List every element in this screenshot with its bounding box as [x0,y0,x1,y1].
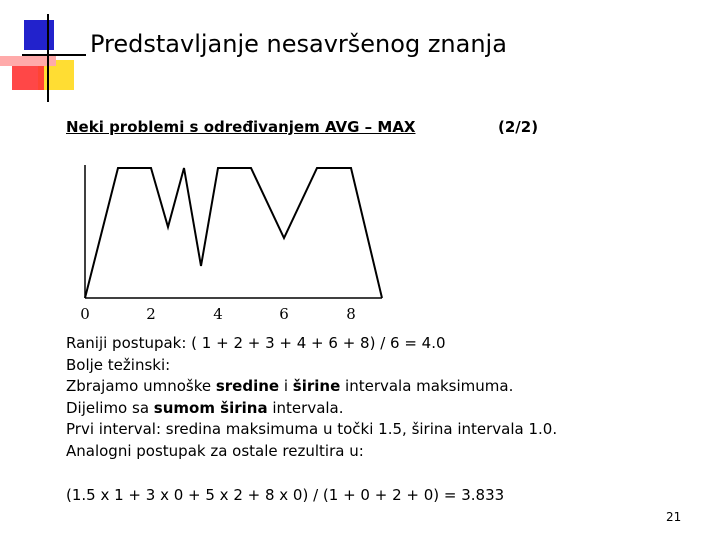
graph-curve [85,168,382,298]
text-segment: intervala. [267,398,344,417]
x-tick-label: 8 [346,305,356,323]
explanation-line: Raniji postupak: ( 1 + 2 + 3 + 4 + 6 + 8) / 6 = 4.0 [66,334,446,352]
text-emphasis: širine [292,377,341,395]
subtitle-part-indicator: (2/2) [498,118,539,136]
explanation-line: Analogni postupak za ostale rezultira u: [66,441,364,460]
x-tick-label: 0 [80,305,90,323]
page-number: 21 [666,510,682,524]
explanation-line [66,398,557,420]
text-segment: Dijelimo sa [66,398,154,417]
text-segment: Zbrajamo umnoške [66,377,216,395]
logo-horizontal-line [22,54,86,56]
x-tick-label: 2 [146,305,156,323]
decorative-logo [0,0,90,105]
text-segment: intervala maksimuma. [340,377,514,395]
text-segment: i [279,377,293,395]
explanation-text [66,333,557,462]
x-tick-label: 4 [213,305,223,323]
explanation-line [66,376,557,398]
text-emphasis: sumom širina [153,398,268,417]
logo-vertical-line [47,14,49,102]
x-tick-label: 6 [279,305,289,323]
result-formula: (1.5 x 1 + 3 x 0 + 5 x 2 + 8 x 0) / (1 + 0 + 2 + 0) = 3.833 [66,486,505,504]
membership-function-graph [66,155,396,330]
logo-blue-square [24,20,54,50]
slide-subtitle: Neki problemi s određivanjem AVG – MAX [66,118,416,136]
explanation-line: Bolje težinski: [66,355,171,374]
explanation-line: Prvi interval: sredina maksimuma u točki 1.5, širina intervala 1.0. [66,420,558,438]
text-emphasis: sredine [215,377,280,395]
slide-title: Predstavljanje nesavršenog znanja [90,30,507,58]
